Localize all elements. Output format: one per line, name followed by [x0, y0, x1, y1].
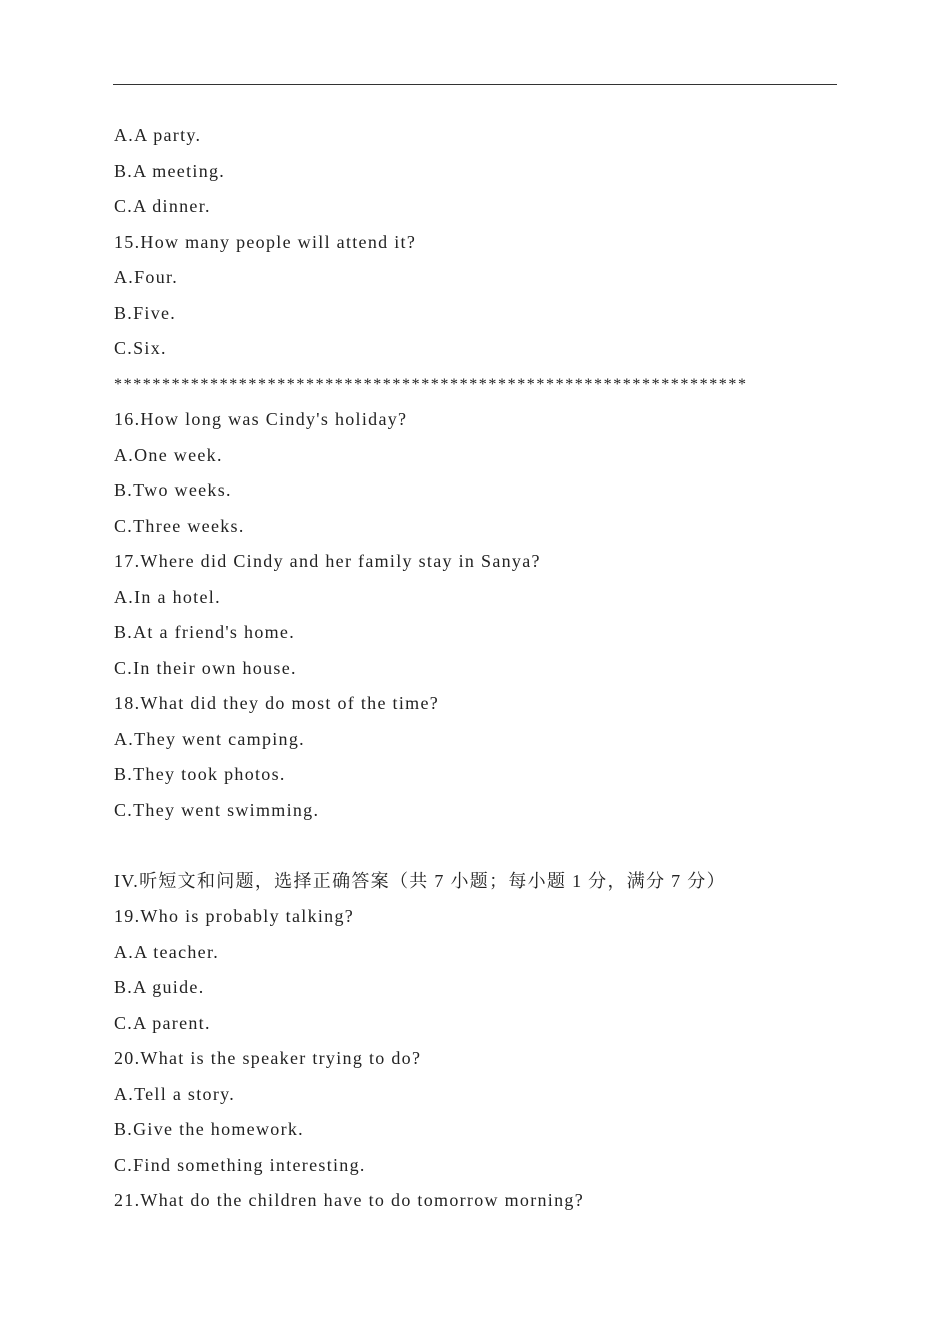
option-line: B.Two weeks. — [114, 480, 232, 500]
option-line: B.At a friend's home. — [114, 622, 296, 642]
option-line: C.Six. — [114, 338, 167, 358]
option-line: B.Give the homework. — [114, 1119, 304, 1139]
option-line: B.A guide. — [114, 977, 205, 997]
question-line: 20.What is the speaker trying to do? — [114, 1048, 422, 1068]
option-line: C.A parent. — [114, 1012, 211, 1033]
blank-line — [114, 828, 844, 864]
question-line: 21.What do the children have to do tomorrow morning? — [114, 1190, 584, 1210]
option-line: A.They went camping. — [114, 728, 305, 749]
question-line: 18.What did they do most of the time? — [114, 693, 440, 713]
option-line: A.Four. — [114, 267, 179, 287]
option-line: C.A dinner. — [114, 196, 211, 216]
section-heading: IV.听短文和问题，选择正确答案（共 7 小题；每小题 1 分，满分 7 分） — [114, 870, 726, 891]
option-line: A.One week. — [114, 444, 223, 465]
option-line: C.In their own house. — [114, 657, 297, 678]
option-line: C.Find something interesting. — [114, 1154, 366, 1175]
option-line: A.A party. — [114, 125, 202, 145]
question-line: 16.How long was Cindy's holiday? — [114, 409, 408, 429]
header-rule — [113, 84, 837, 85]
option-line: B.Five. — [114, 302, 177, 323]
option-line: B.A meeting. — [114, 160, 226, 181]
option-line: A.Tell a story. — [114, 1083, 236, 1104]
asterisk-separator: ****************************************************************** — [114, 375, 748, 393]
question-line: 19.Who is probably talking? — [114, 906, 355, 926]
option-line: B.They took photos. — [114, 764, 286, 784]
option-line: C.They went swimming. — [114, 799, 320, 820]
document-body — [114, 118, 844, 1219]
question-line: 15.How many people will attend it? — [114, 231, 417, 252]
option-line: A.A teacher. — [114, 941, 220, 962]
question-line: 17.Where did Cindy and her family stay in Sanya? — [114, 551, 541, 571]
option-line: A.In a hotel. — [114, 586, 221, 607]
option-line: C.Three weeks. — [114, 515, 245, 536]
